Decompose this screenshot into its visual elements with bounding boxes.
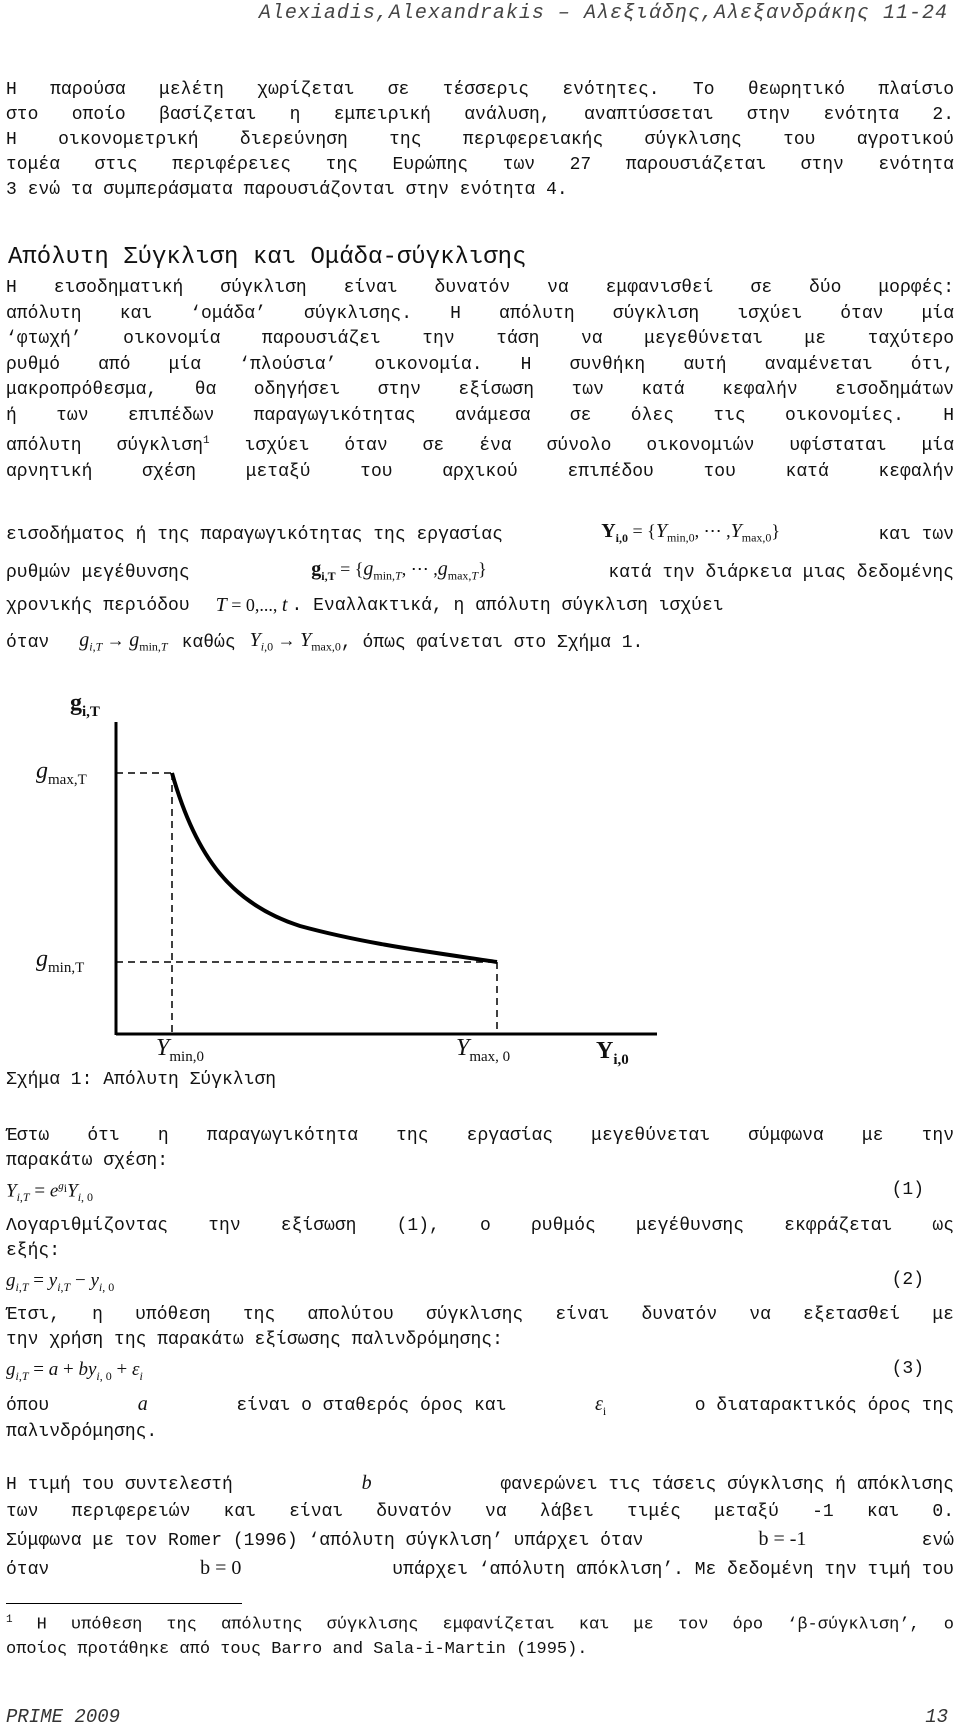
section-paragraph xyxy=(6,276,954,485)
text-line: Η παρούσα μελέτη χωρίζεται σε τέσσερις ενότητες. Το θεωρητικό πλαίσιο xyxy=(6,80,954,100)
gmin-label: $g_{min,T}$ xyxy=(36,946,85,976)
running-header: Alexiadis,Alexandrakis – Αλεξιάδης,Αλεξανδράκης 11-24 xyxy=(258,2,948,25)
ymin-label: $Y_{min,0}$ xyxy=(156,1035,204,1065)
equation-2 xyxy=(6,1270,954,1300)
text-line: ‘φτωχή’ οικονομία παρουσιάζει την τάση να μεγεθύνεται με ταχύτερο xyxy=(6,329,954,349)
text-line: Έστω ότι η παραγωγικότητα της εργασίας μεγεθύνεται σύμφωνα με την xyxy=(6,1126,954,1146)
text-line: την χρήση της παρακάτω εξίσωσης παλινδρόμησης: xyxy=(6,1330,503,1350)
text-line: τομέα στις περιφέρειες της Ευρώπης των 27 παρουσιάζεται στην ενότητα xyxy=(6,155,954,175)
figure-1 xyxy=(0,690,960,1090)
ymax-label: $Y_{max, 0}$ xyxy=(456,1035,511,1065)
equation-1-number: (1) xyxy=(891,1180,924,1200)
text-line: Λογαριθμίζοντας την εξίσωση (1), ο ρυθμός μεγέθυνσης εκφράζεται ως xyxy=(6,1216,954,1236)
footnote-mark: 1 xyxy=(6,1614,13,1626)
text-line: αρνητική σχέση μεταξύ του αρχικού επιπέδου του κατά κεφαλήν xyxy=(6,461,954,482)
income-limit-formula: $Y_{i,0} \to Y_{max,0}$ xyxy=(249,629,341,654)
figure-caption: Σχήμα 1: Απόλυτη Σύγκλιση xyxy=(6,1070,277,1090)
footnote-ref[interactable]: 1 xyxy=(203,435,210,447)
text-line: ή των επιπέδων παραγωγικότητας ανάμεσα σε όλες τις οικονομίες. Η xyxy=(6,405,954,426)
text-line: όταν b = 0 υπάρχει ‘απόλυτη απόκλιση’. Με δεδομένη την τιμή του xyxy=(6,1557,954,1580)
footnote-divider xyxy=(6,1603,242,1604)
footnote-line: $^1$ Η υπόθεση της απόλυτης σύγκλισης εμφανίζεται και με τον όρο ‘β-σύγκλιση’, ο xyxy=(6,1614,955,1635)
equation-1-formula: $Y_{i,T} = e^{g_i}Y_{i, 0}$ xyxy=(6,1180,94,1205)
growth-limit-formula: $g_{i,T} \to g_{min,T}$ xyxy=(79,629,168,654)
footnote xyxy=(6,1608,954,1662)
footnote-line: οποίος προτάθηκε από τους Barro and Sala-i-Martin (1995). xyxy=(6,1639,588,1659)
equation-3-formula: $g_{i,T} = a + by_{i, 0} + \varepsilon_i$ xyxy=(6,1359,143,1383)
equation-2-number: (2) xyxy=(891,1270,924,1290)
hypothesis-paragraph xyxy=(6,1303,954,1353)
coefficient-paragraph xyxy=(6,1470,954,1584)
text-line: 3 ενώ τα συμπεράσματα παρουσιάζονται στην ενότητα 4. xyxy=(6,180,568,200)
rates-vector-formula: $g_{i,T} = \{g_{min,T}$, ⋯ $,g_{max,T}$} xyxy=(311,558,487,583)
text-line: απόλυτη και ‘ομάδα’ σύγκλισης. Η απόλυτη σύγκλιση ισχύει όταν μία xyxy=(6,303,954,324)
text-line: παρακάτω σχέση: xyxy=(6,1151,169,1171)
income-vector-formula: $Y_{i,0} = \{Y_{min,0}$, ⋯ $,Y_{max,0}$} xyxy=(601,520,781,545)
footer-journal: PRIME 2009 xyxy=(6,1706,121,1728)
text-line: των περιφερειών και είναι δυνατόν να λάβει τιμές μεταξύ -1 και 0. xyxy=(6,1502,954,1522)
gmax-label: $g_{max,T}$ xyxy=(36,758,87,788)
text-line: Έτσι, η υπόθεση της απολύτου σύγκλισης είναι δυνατόν να εξετασθεί με xyxy=(6,1305,954,1325)
period-formula: T = 0,..., t xyxy=(215,594,288,616)
equation-3 xyxy=(6,1359,954,1389)
text-line-rates: ρυθμών μεγέθυνσης $g_{i,T} = \{g_{min,T}$, ⋯ $,g_{max,T}$} κατά την διάρκεια μιας δεδομένης xyxy=(6,557,954,589)
page-number: 13 xyxy=(925,1706,948,1728)
text-line: Η εισοδηματική σύγκλιση είναι δυνατόν να εμφανισθεί σε δύο μορφές: xyxy=(6,278,954,298)
text-line-income: εισοδήματος ή της παραγωγικότητας της εργασίας $Y_{i,0} = \{Y_{min,0}$, ⋯ $,Y_{max,0}$} και των xyxy=(6,519,954,551)
text-line-when: όταν $g_{i,T} \to g_{min,T}$ καθώς $Y_{i,0} \to Y_{max,0}$ , όπως φαίνεται στο Σχήμα 1. xyxy=(6,628,954,660)
equation-1 xyxy=(6,1180,954,1210)
convergence-curve xyxy=(172,773,497,962)
text-line: παλινδρόμησης. xyxy=(6,1422,158,1442)
text-line-period: χρονικής περιόδου T = 0,..., t . Εναλλακτικά, η απόλυτη σύγκλιση ισχύει xyxy=(6,593,954,620)
text-line: Η οικονομετρική διερεύνηση της περιφερειακής σύγκλισης του αγροτικού xyxy=(6,130,954,150)
log-paragraph xyxy=(6,1214,954,1264)
section-title: Απόλυτη Σύγκλιση και Ομάδα-σύγκλισης xyxy=(8,244,527,271)
text-line: εξής: xyxy=(6,1241,61,1261)
x-axis-label: $Y_{i,0}$ xyxy=(596,1038,629,1068)
figure-graph xyxy=(0,690,960,1090)
text-line: Η τιμή του συντελεστή b φανερώνει τις τάσεις σύγκλισης ή απόκλισης xyxy=(6,1472,954,1495)
text-line: απόλυτη σύγκλιση$^1$ ισχύει όταν σε ένα σύνολο οικονομιών υφίσταται μία xyxy=(6,435,955,456)
text-line: στο οποίο βασίζεται η εμπειρική ανάλυση, αναπτύσσεται στην ενότητα 2. xyxy=(6,105,954,125)
text-line: Σύμφωνα με τον Romer (1996) ‘απόλυτη σύγκλιση’ υπάρχει όταν b = -1 ενώ xyxy=(6,1528,954,1551)
text-line: μακροπρόθεσμα, θα οδηγήσει στην εξίσωση των κατά κεφαλήν εισοδημάτων xyxy=(6,380,954,400)
text-line-where: όπου a είναι ο σταθερός όρος και $\varepsilon_i$ ο διαταρακτικός όρος της xyxy=(6,1393,954,1418)
intro-paragraph xyxy=(6,78,954,203)
assumption-paragraph xyxy=(6,1124,954,1174)
text-line: ρυθμό από μία ‘πλούσια’ οικονομία. Η συνθήκη αυτή αναμένεται ότι, xyxy=(6,354,954,375)
y-axis-label: $g_{i,T}$ xyxy=(70,690,100,720)
equation-2-formula: $g_{i,T} = y_{i,T} - y_{i, 0}$ xyxy=(6,1270,115,1294)
equation-3-number: (3) xyxy=(891,1359,924,1379)
